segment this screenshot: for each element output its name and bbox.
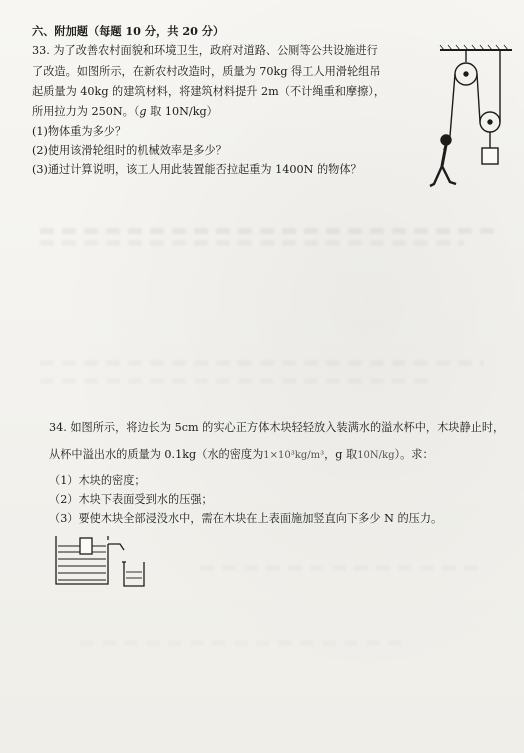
q34-text-line: 34. 如图所示，将边长为 5cm 的实心正方体木块轻轻放入装满水的溢水杯中，木块静止时， (49, 421, 505, 434)
q34-subquestion-2: （2）木块下表面受到水的压强； (49, 493, 213, 506)
q33-subquestion-1: (1)物体重为多少？ (32, 125, 127, 138)
water-density-value: 1×10³kg/m³ (263, 450, 325, 461)
q34-text-part: ，g 取 (324, 448, 358, 461)
q33-text-part: 取 10N/kg） (146, 105, 218, 118)
q34-text-part: 从杯中溢出水的质量为 0.1kg（水的密度为 (49, 448, 264, 461)
q33-subquestion-2: (2)使用该滑轮组时的机械效率是多少？ (32, 144, 227, 157)
show-through-band (200, 565, 484, 571)
q34-text-line (49, 448, 434, 463)
gravity-symbol: g (139, 105, 147, 118)
show-through-band (80, 640, 404, 646)
show-through-band (40, 240, 464, 246)
show-through-band (40, 360, 484, 366)
q33-text-line: 了改造。如图所示，在新农村改造时，质量为 70kg 得工人用滑轮组吊 (32, 65, 381, 78)
q33-subquestion-3: (3)通过计算说明，该工人用此装置能否拉起重为 1400N 的物体？ (32, 163, 362, 176)
pulley-system-figure (428, 44, 518, 194)
q34-subquestion-1: （1）木块的密度； (49, 474, 146, 487)
q33-text-line (32, 105, 218, 119)
overflow-cup-figure (50, 530, 160, 590)
q33-text-part: 所用拉力为 250N。（ (32, 105, 140, 118)
q33-text-line: 起质量为 40kg 的建筑材料，将建筑材料提升 2m（不计绳重和摩擦）， (32, 85, 386, 98)
q34-subquestion-3: （3）要使木块全部浸没水中，需在木块在上表面施加竖直向下多少 N 的压力。 (49, 512, 443, 525)
gravity-value: 10N/kg (357, 450, 395, 461)
section-title: 六、附加题（每题 10 分，共 20 分） (32, 24, 225, 38)
show-through-band (40, 378, 434, 384)
q34-text-part: ）。求： (394, 448, 434, 461)
q33-text-line: 33. 为了改善农村面貌和环境卫生，政府对道路、公厕等公共设施进行 (32, 44, 378, 57)
show-through-band (40, 228, 494, 234)
